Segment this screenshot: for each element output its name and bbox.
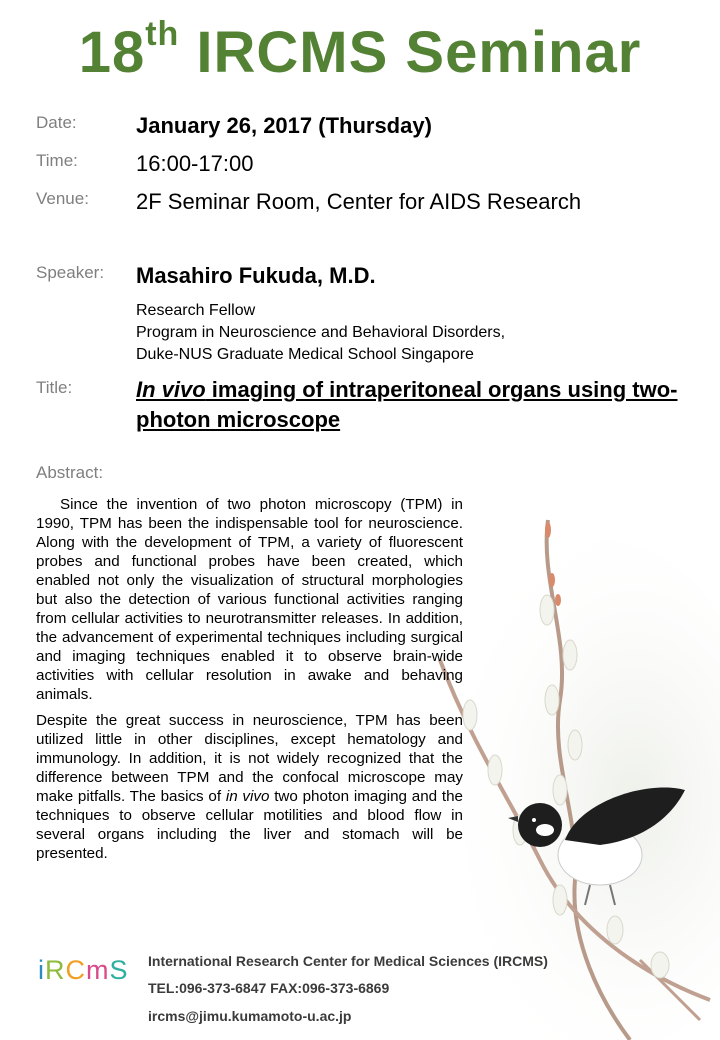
venue-label: Venue: [36,189,89,208]
speaker-label: Speaker: [36,263,105,282]
abstract-body [36,495,463,870]
logo-letter: R [45,955,66,985]
speaker-affiliation [136,300,505,366]
title-text: IRCMS Seminar [179,20,642,85]
abstract-text: two photon imaging and the techniques to observe cellular motilities and blood flow in several organs including the liver and stomach will be presented. [36,788,463,862]
time-value: 16:00-17:00 [136,151,254,176]
affiliation-line: Duke-NUS Graduate Medical School Singapore [136,346,474,363]
affiliation-line: Program in Neuroscience and Behavioral Disorders, [136,324,506,341]
abstract-label: Abstract: [36,463,104,482]
ircms-logo [38,955,129,986]
logo-letter: C [65,955,86,985]
seminar-title [0,15,720,88]
date-label: Date: [36,113,77,132]
time-label: Time: [36,151,78,170]
logo-letter: S [109,955,129,985]
affiliation-line: Research Fellow [136,302,256,319]
contact-email[interactable]: ircms@jimu.kumamoto-u.ac.jp [148,1008,352,1024]
logo-letter: m [86,955,110,985]
title-number: 18 [78,20,146,85]
abstract-italic: in vivo [225,788,270,805]
talk-title-italic: In vivo [136,377,206,402]
organization-name: International Research Center for Medical Sciences (IRCMS) [148,953,548,969]
abstract-paragraph: Since the invention of two photon microscopy (TPM) in 1990, TPM has been the indispensable tool for neuroscience. Along with the development of TPM, a variety of fluorescent probes and functional probes have been created, which enabled not only the visualization of structural morphologies but also the detection of various functional activities ranging from cellular activities to neurotransmitter releases. In addition, the advancement of experimental techniques including surgical and imaging techniques enabled it to observe brain-wide activities with cellular resolution in awake and behaving animals. [36,496,463,703]
title-label: Title: [36,378,73,397]
abstract-text: Despite the great success in neuroscience, TPM has been utilized little in other disciplines, except hematology and immunology. In addition, it is not widely recognized that the difference between TPM and the confocal microscope may make pitfalls. The basics of [36,712,463,805]
contact-phone-fax: TEL:096-373-6847 FAX:096-373-6869 [148,980,390,996]
talk-title [136,375,696,435]
speaker-name: Masahiro Fukuda, M.D. [136,263,376,288]
title-superscript: th [145,15,180,53]
talk-title-text: imaging of intraperitoneal organs using two-photon microscope [136,377,678,432]
abstract-paragraph [36,711,463,863]
logo-letter: i [38,955,45,985]
venue-value: 2F Seminar Room, Center for AIDS Research [136,189,582,214]
date-value: January 26, 2017 (Thursday) [136,113,432,138]
